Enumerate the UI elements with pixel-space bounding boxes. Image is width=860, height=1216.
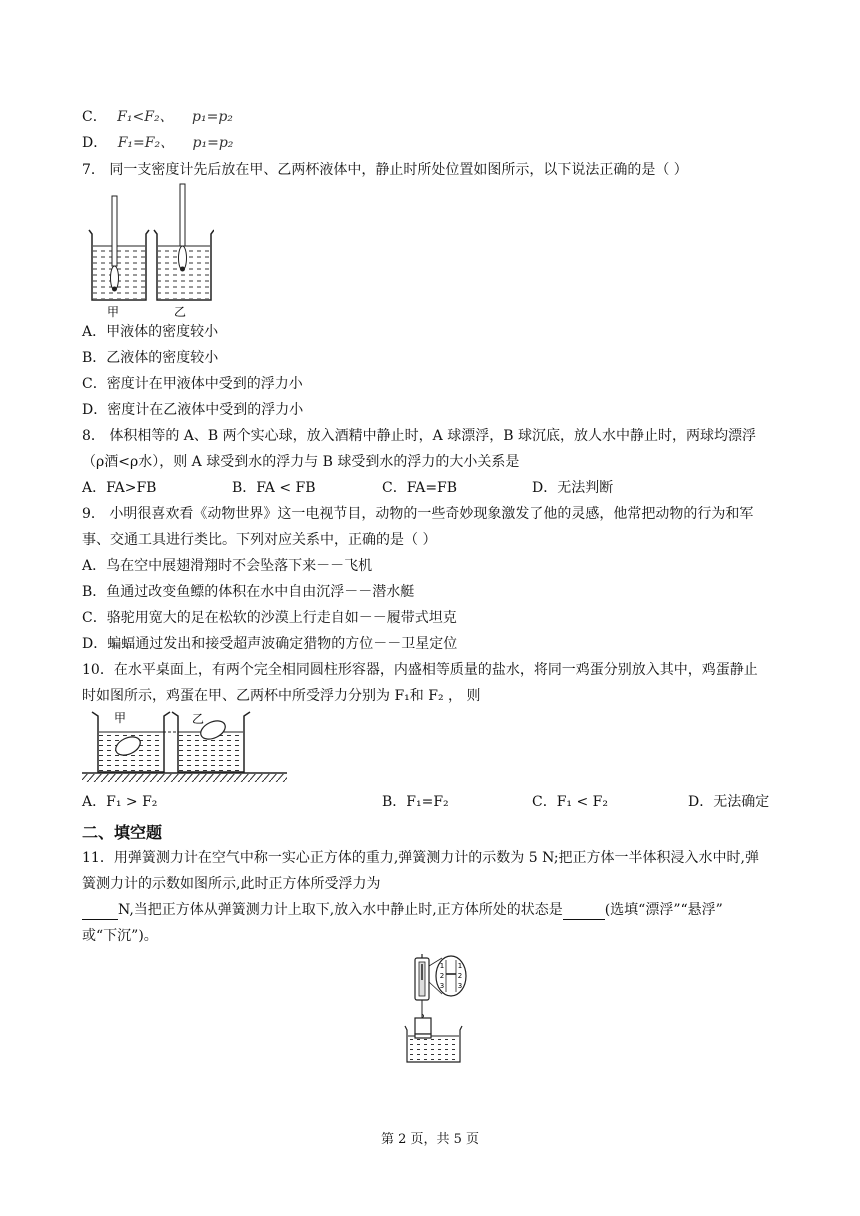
q10-stem-line2: 时如图所示，鸡蛋在甲、乙两杯中所受浮力分别为 F₁和 F₂ ， 则 <box>82 688 481 704</box>
section-heading-fill-in: 二、填空题 <box>82 823 163 842</box>
q8-option-d: D．无法判断 <box>532 480 614 496</box>
scale-tick-3: 3 <box>439 982 445 990</box>
q11-stem-line4: 或“下沉”)。 <box>82 928 158 944</box>
q11-blank-2[interactable] <box>563 905 605 920</box>
label-jia: 甲 <box>106 305 120 319</box>
scale-tick-1: 1 <box>439 962 445 970</box>
q8-stem-line2: （ρ酒<ρ水），则 A 球受到水的浮力与 B 球受到水的浮力的大小关系是 <box>82 454 520 470</box>
scale-tick-2: 2 <box>439 972 445 980</box>
q7-figure-hydrometers <box>84 182 214 320</box>
q11-stem-line3b: (选填“漂浮”“悬浮” <box>604 902 723 918</box>
label-jia: 甲 <box>113 711 127 725</box>
beaker-jia <box>89 196 149 300</box>
q9-option-d: D．蝙蝠通过发出和接受超声波确定猎物的方位－－卫星定位 <box>82 636 458 652</box>
q6-option-d-formula-b: p₁=p₂ <box>192 135 234 151</box>
q6-option-c-letter: C． <box>82 109 107 125</box>
page-footer: 第 2 页，共 5 页 <box>380 1132 480 1147</box>
scale-tick-1-right: 1 <box>457 962 463 970</box>
scale-magnifier <box>429 956 466 996</box>
q10-option-a: A．F₁ > F₂ <box>82 794 158 810</box>
q9-option-a: A．鸟在空中展翅滑翔时不会坠落下来－－飞机 <box>82 558 373 574</box>
q10-option-c: C．F₁ < F₂ <box>532 794 608 810</box>
scale-tick-2-right: 2 <box>457 972 463 980</box>
q10-option-d: D．无法确定 <box>688 794 770 810</box>
scale-tick-3-right: 3 <box>457 982 463 990</box>
q7-option-c: C．密度计在甲液体中受到的浮力小 <box>82 376 303 392</box>
q10-option-b: B．F₁=F₂ <box>382 794 449 810</box>
beaker-yi <box>154 184 214 300</box>
q8-option-b: B．FA < FB <box>232 480 316 496</box>
q10-figure-eggs <box>82 708 294 790</box>
q8-stem-line1: 8． 体积相等的 A、B 两个实心球，放入酒精中静止时，A 球漂浮，B 球沉底，放人水中静止时，两球均漂浮 <box>82 428 756 444</box>
q10-stem-line1: 10．在水平桌面上，有两个完全相同圆柱形容器，内盛相等质量的盐水，将同一鸡蛋分别放入其中，鸡蛋静止 <box>82 662 758 678</box>
q6-option-d-formula-a: F₁=F₂、 <box>117 135 175 151</box>
q7-option-d: D．密度计在乙液体中受到的浮力小 <box>82 402 304 418</box>
q8-options <box>82 478 802 498</box>
container-yi <box>172 712 250 772</box>
q9-option-b: B．鱼通过改变鱼鳔的体积在水中自由沉浮－－潜水艇 <box>82 584 415 600</box>
label-yi: 乙 <box>191 712 205 726</box>
container-jia <box>92 711 170 772</box>
q7-option-b: B．乙液体的密度较小 <box>82 350 219 366</box>
q7-stem: 7． 同一支密度计先后放在甲、乙两杯液体中，静止时所处位置如图所示，以下说法正确的是（ ） <box>82 162 688 178</box>
q10-options <box>82 792 802 812</box>
q11-stem-line2: 簧测力计的示数如图所示,此时正方体所受浮力为 <box>82 876 381 892</box>
q6-option-c-formula-a: F₁<F₂、 <box>117 109 174 125</box>
q9-stem-line1: 9． 小明很喜欢看《动物世界》这一电视节目，动物的一些奇妙现象激发了他的灵感，他常把动物的行为和军 <box>82 506 754 522</box>
q7-option-a: A．甲液体的密度较小 <box>82 324 219 340</box>
q6-option-c-formula-b: p₁=p₂ <box>192 109 233 125</box>
q8-option-c: C．FA=FB <box>382 480 458 496</box>
q11-stem-line3a: N,当把正方体从弹簧测力计上取下,放入水中静止时,正方体所处的状态是 <box>118 902 563 918</box>
q11-figure-spring-scale <box>402 952 468 1064</box>
q6-option-c <box>82 107 233 127</box>
q11-blank-1[interactable] <box>82 905 118 920</box>
q8-option-a: A．FA>FB <box>82 480 157 496</box>
q6-option-d-letter: D． <box>82 135 108 151</box>
q9-stem-line2: 事、交通工具进行类比。下列对应关系中，正确的是（ ） <box>82 532 437 548</box>
q11-stem-line1: 11．用弹簧测力计在空气中称一实心正方体的重力,弹簧测力计的示数为 5 N;把正方体一半体积浸入水中时,弹 <box>82 850 759 866</box>
label-yi: 乙 <box>173 305 187 319</box>
q9-option-c: C．骆驼用宽大的足在松软的沙漠上行走自如－－履带式坦克 <box>82 610 457 626</box>
q6-option-d <box>82 133 233 153</box>
q11-stem-line3 <box>82 900 723 920</box>
